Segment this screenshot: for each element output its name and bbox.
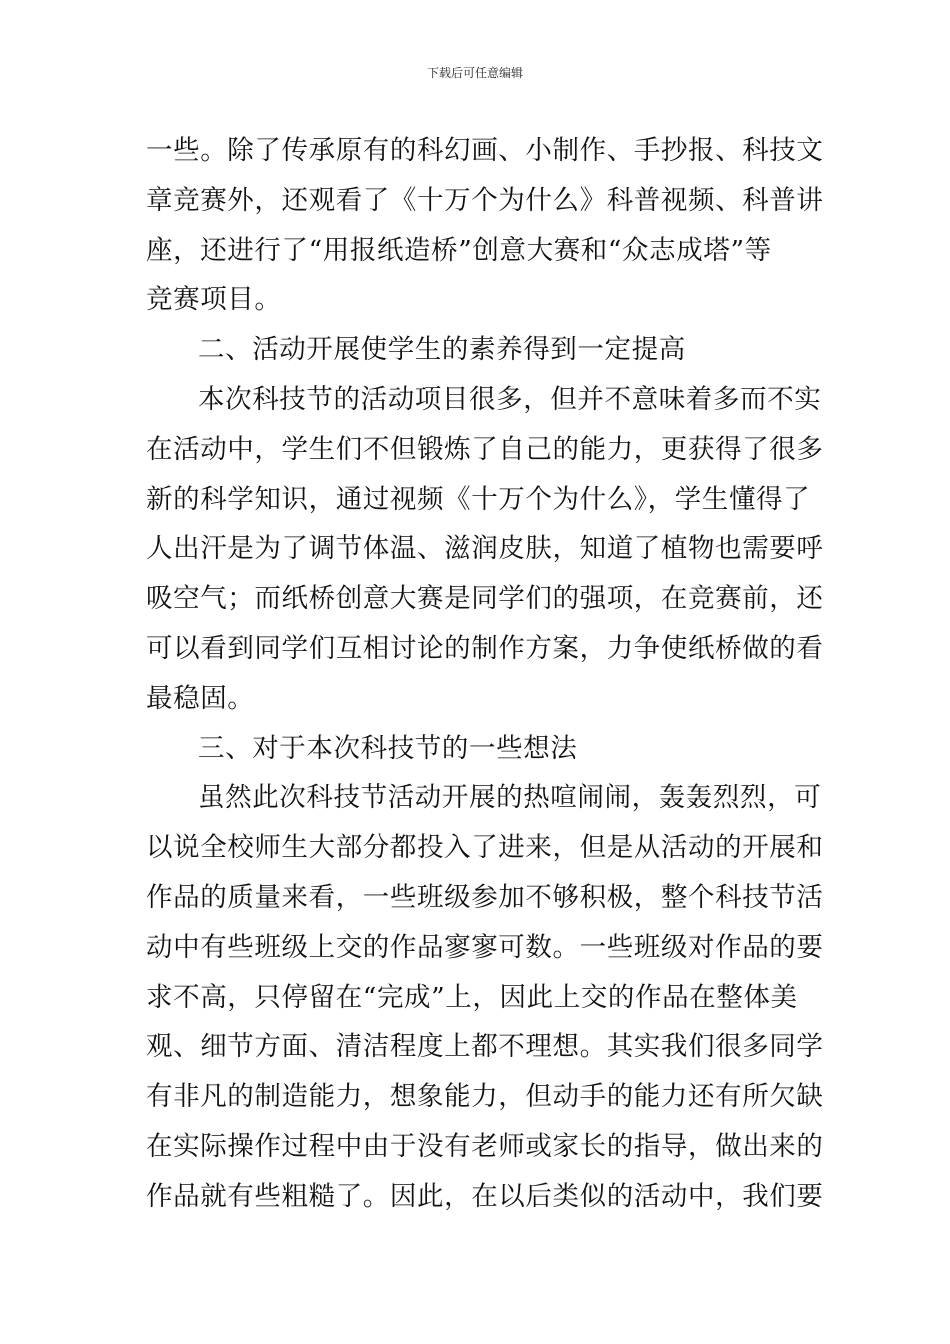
body-line: 一些。除了传承原有的科幻画、小制作、手抄报、科技文 bbox=[146, 135, 824, 166]
body-line: 有非凡的制造能力，想象能力，但动手的能力还有所欠缺 bbox=[146, 1081, 824, 1113]
body-line: 以说全校师生大部分都投入了进来，但是从活动的开展和 bbox=[146, 832, 824, 864]
body-line: 最稳固。 bbox=[146, 682, 255, 714]
body-line: 吸空气；而纸桥创意大赛是同学们的强项，在竞赛前，还 bbox=[146, 583, 824, 615]
page-header-note: 下载后可任意编辑 bbox=[426, 66, 523, 80]
body-line: 观、细节方面、清洁程度上都不理想。其实我们很多同学 bbox=[146, 1031, 824, 1063]
body-line: 竞赛项目。 bbox=[146, 284, 282, 316]
body-line: 动中有些班级上交的作品寥寥可数。一些班级对作品的要 bbox=[146, 931, 824, 963]
body-line: 可以看到同学们互相讨论的制作方案，力争使纸桥做的看 bbox=[146, 632, 824, 664]
body-line: 人出汗是为了调节体温、滋润皮肤，知道了植物也需要呼 bbox=[146, 533, 824, 565]
document-body bbox=[146, 126, 824, 1222]
body-line: 在实际操作过程中由于没有老师或家长的指导，做出来的 bbox=[146, 1130, 824, 1162]
body-line: 新的科学知识，通过视频《十万个为什么》，学生懂得了 bbox=[146, 483, 811, 515]
body-line: 在活动中，学生们不但锻炼了自己的能力，更获得了很多 bbox=[146, 433, 824, 465]
body-line: 作品的质量来看，一些班级参加不够积极，整个科技节活 bbox=[146, 881, 824, 913]
body-line: 本次科技节的活动项目很多，但并不意味着多而不实 bbox=[198, 383, 822, 415]
body-line: 虽然此次科技节活动开展的热喧闹闹，轰轰烈烈，可 bbox=[198, 782, 822, 814]
section-heading-2: 二、活动开展使学生的素养得到一定提高 bbox=[198, 334, 686, 366]
body-line: 作品就有些粗糙了。因此，在以后类似的活动中，我们要 bbox=[146, 1180, 824, 1212]
body-line: 求不高，只停留在“完成”上，因此上交的作品在整体美 bbox=[146, 981, 798, 1013]
section-heading-3: 三、对于本次科技节的一些想法 bbox=[198, 732, 578, 764]
body-line: 章竞赛外，还观看了《十万个为什么》科普视频、科普讲 bbox=[146, 184, 824, 216]
body-line: 座，还进行了“用报纸造桥”创意大赛和“众志成塔”等 bbox=[146, 234, 772, 266]
